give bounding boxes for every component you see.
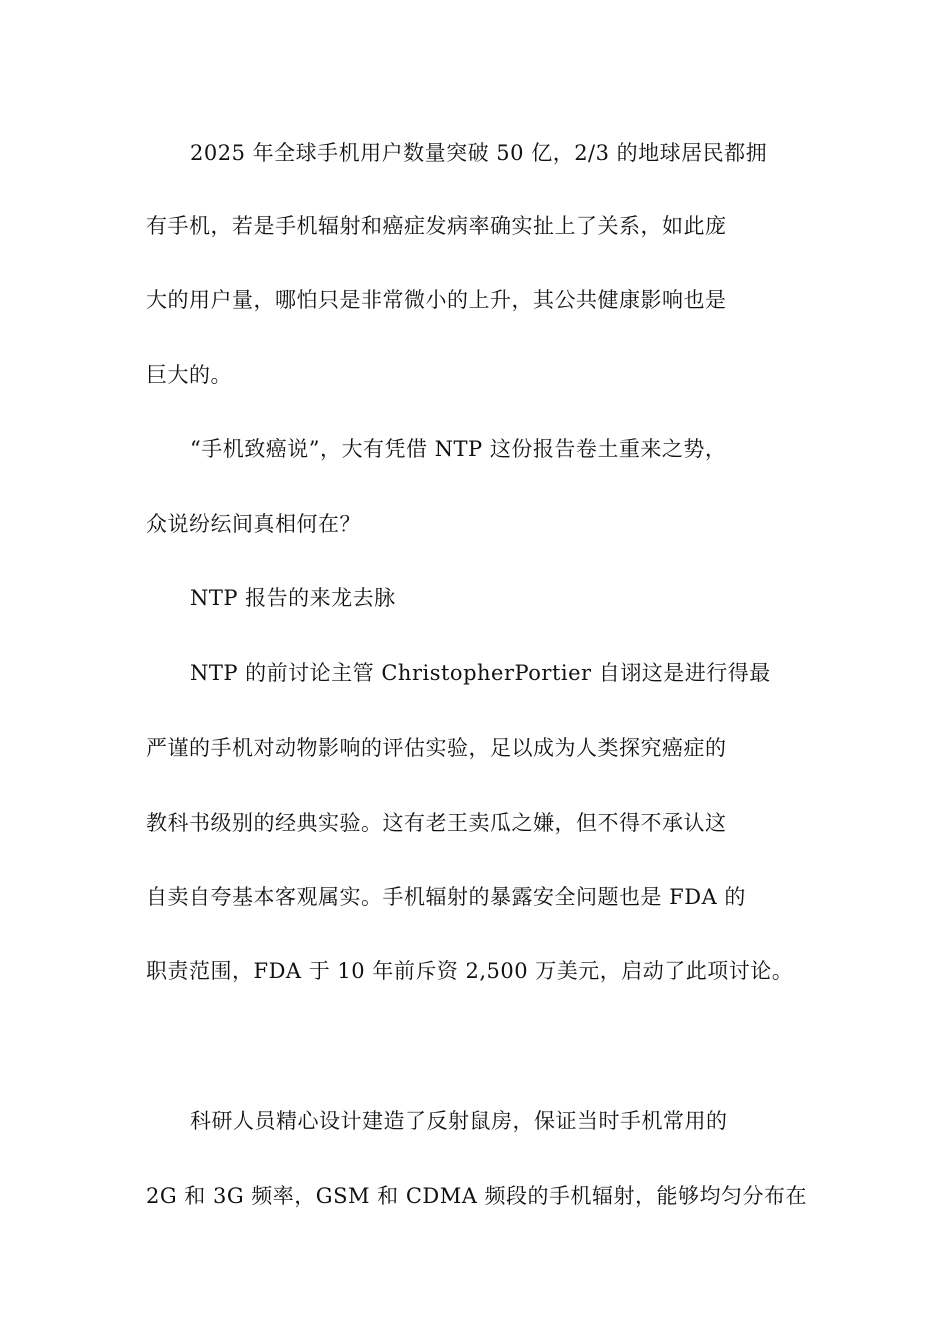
paragraph-1-line-2: 有手机，若是手机辐射和癌症发病率确实扯上了关系，如此庞 <box>146 214 727 238</box>
paragraph-3-line-5: 职责范围，FDA 于 10 年前斥资 2,500 万美元，启动了此项讨论。 <box>146 959 794 983</box>
paragraph-1-line-4: 巨大的。 <box>146 363 232 387</box>
paragraph-1-line-1: 2025 年全球手机用户数量突破 50 亿，2/3 的地球居民都拥 <box>190 141 768 165</box>
paragraph-3-line-4: 自卖自夸基本客观属实。手机辐射的暴露安全问题也是 FDA 的 <box>146 885 746 909</box>
paragraph-4-line-1: 科研人员精心设计建造了反射鼠房，保证当时手机常用的 <box>190 1109 728 1133</box>
paragraph-1-line-3: 大的用户量，哪怕只是非常微小的上升，其公共健康影响也是 <box>146 288 727 312</box>
paragraph-2-line-1: “手机致癌说”，大有凭借 NTP 这份报告卷土重来之势， <box>190 437 727 461</box>
paragraph-3-line-1: NTP 的前讨论主管 ChristopherPortier 自诩这是进行得最 <box>190 661 771 685</box>
paragraph-3-line-2: 严谨的手机对动物影响的评估实验，足以成为人类探究癌症的 <box>146 736 727 760</box>
paragraph-3-line-3: 教科书级别的经典实验。这有老王卖瓜之嫌，但不得不承认这 <box>146 811 727 835</box>
paragraph-4-line-2: 2G 和 3G 频率，GSM 和 CDMA 频段的手机辐射，能够均匀分布在 <box>146 1184 808 1208</box>
paragraph-2-line-2: 众说纷纭间真相何在？ <box>146 512 361 536</box>
section-heading: NTP 报告的来龙去脉 <box>190 586 396 610</box>
